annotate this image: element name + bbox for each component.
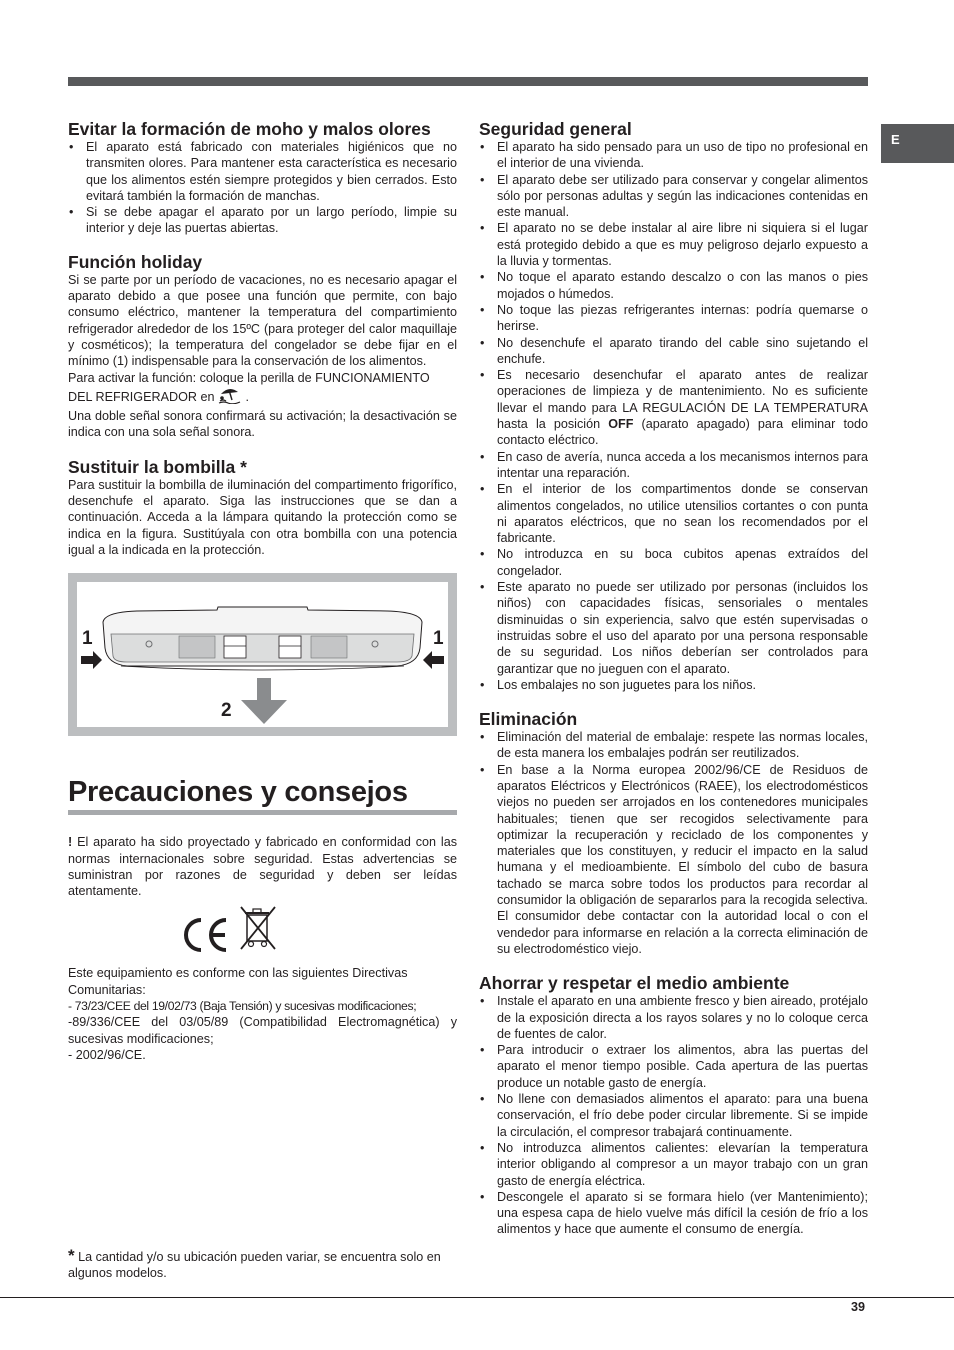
- precauciones-intro: ! El aparato ha sido proyectado y fabricado en conformidad con las normas internacionales sobre seguridad. Estas advertencias se suministran por razones de seguridad y deben ser leídas atentamente.: [68, 835, 457, 899]
- footnote: * La cantidad y/o su ubicación pueden variar, se encuentra solo en algunos modelos.: [68, 1246, 441, 1281]
- list-item: • Eliminación del material de embalaje: respete las normas locales, de esta manera los embalajes podrán ser reutilizados.: [479, 729, 868, 762]
- list-item: • Descongele el aparato si se formara hielo (ver Mantenimiento); una espesa capa de hielo vuelve más difícil la cesión de frío a los alimentos y hace que aumente el consumo de energía.: [479, 1189, 868, 1238]
- ahorrar-list: [479, 993, 868, 1237]
- section-title-moho: Evitar la formación de moho y malos olores: [68, 119, 431, 139]
- holiday-umbrella-icon: [218, 386, 242, 408]
- left-column: [68, 120, 457, 1063]
- directive-1: - 73/23/CEE del 19/02/73 (Baja Tensión) y sucesivas modificaciones;: [68, 999, 417, 1014]
- right-column: [479, 120, 868, 1238]
- list-item: • No introduzca en su boca cubitos apenas extraídos del congelador.: [479, 546, 868, 579]
- list-item: • En caso de avería, nunca acceda a los mecanismos internos para intentar una reparación.: [479, 449, 868, 482]
- list-item: • El aparato debe ser utilizado para conservar y congelar alimentos sólo por personas adultas y según las indicaciones contenidas en este manual.: [479, 172, 868, 221]
- section-title-holiday: Función holiday: [68, 251, 203, 272]
- crossed-bin-icon: [238, 903, 278, 953]
- holiday-activate: Para activar la función: coloque la perilla de FUNCIONAMIENTO DEL REFRIGERADOR en .: [68, 370, 457, 409]
- section-title-eliminacion: Eliminación: [479, 709, 578, 730]
- lamp-figure: [68, 573, 457, 736]
- list-item: • El aparato ha sido pensado para un uso de tipo no profesional en el interior de una vivienda.: [479, 139, 868, 172]
- list-item: • No introduzca alimentos calientes: elevarían la temperatura interior obligando al compresor a un mayor trabajo con un gran gasto de energía eléctrica.: [479, 1140, 868, 1189]
- page-number: 39: [851, 1300, 866, 1314]
- directives-intro: Este equipamiento es conforme con las siguientes Directivas Comunitarias:: [68, 966, 408, 997]
- list-item: • Los embalajes no son juguetes para los niños.: [479, 677, 868, 693]
- list-item: • No toque el aparato estando descalzo o con las manos o pies mojados o húmedos.: [479, 269, 868, 302]
- list-item: • El aparato está fabricado con materiales higiénicos que no transmiten olores. Para mantener esta característica es necesario que los alimentos estén siempre protegidos y bien cerrados. Esto evitará también la formación de manchas.: [68, 139, 457, 204]
- ce-mark-icon: [180, 915, 230, 955]
- list-item: • Si se debe apagar el aparato por un largo período, limpie su interior y deje las puertas abiertas.: [68, 204, 457, 237]
- section-title-ahorrar: Ahorrar y respetar el medio ambiente: [479, 973, 790, 994]
- top-rule: [68, 77, 868, 86]
- holiday-activate-text: Para activar la función: coloque la perilla de FUNCIONAMIENTO DEL REFRIGERADOR en: [68, 370, 430, 404]
- language-tab: E: [881, 124, 954, 163]
- compliance-marks: [68, 903, 457, 965]
- directive-2: -89/336/CEE del 03/05/89 (Compatibilidad Electromagnética) y sucesivas modificaciones;: [68, 1015, 457, 1046]
- figure-label-bottom: 2: [221, 700, 232, 722]
- section-title-bombilla: Sustituir la bombilla *: [68, 456, 247, 477]
- list-item: • No desenchufe el aparato tirando del cable sino sujetando el enchufe.: [479, 335, 868, 368]
- list-item: • En base a la Norma europea 2002/96/CE de Residuos de aparatos Eléctricos y Electrónicos (RAEE), los electrodomésticos viejos no pueden ser arrojados en los contenedores municipales habituales; tienen que ser recogidos selectivamente para optimizar la recuperación y reciclado de los componentes y materiales que los constituyen, y reducir el impacto en la salud humana y el medioambiente. El símbolo del cubo de basura tachado se marca sobre todos los productos para recordar al consumidor la obligación de separarlos para la recogida selectiva. El consumidor debe contactar con la autoridad local o con el vendedor para informarse en relación a la correcta eliminación de su electrodoméstico viejo.: [479, 762, 868, 958]
- holiday-paragraph: Si se parte por un período de vacaciones, no es necesario apagar el aparato debido a que posee una función que permite, con bajo consumo eléctrico, mantener la temperatura del compartimiento refrigerador alrededor de los 15ºC (para proteger del calor maquillaje y cosméticos); la temperatura del congelador se debe fijar en el mínimo (1) indispensable para la conservación de los alimentos.: [68, 272, 457, 369]
- directive-3: - 2002/96/CE.: [68, 1047, 146, 1062]
- figure-label-left: 1: [82, 628, 93, 650]
- moho-list: [68, 139, 457, 237]
- list-item: • Este aparato no puede ser utilizado por personas (incluidos los niños) con capacidades físicas, sensoriales o mentales disminuidas o sin experiencia, salvo que estén supervisadas o instruidas sobre el uso del aparato por una persona responsable de su seguridad. Los niños deberían ser controlados para garantizar que no jueguen con el aparato.: [479, 579, 868, 677]
- list-item: • El aparato no se debe instalar al aire libre ni siquiera si el lugar está protegido debido a que es muy peligroso dejarlo expuesto a la lluvia y tormentas.: [479, 220, 868, 269]
- list-item: • Instale el aparato en una ambiente fresco y bien aireado, protéjalo de la exposición directa a los rayos solares y no lo coloque cerca de fuentes de calor.: [479, 993, 868, 1042]
- off-position: OFF: [608, 417, 634, 432]
- list-item: • En el interior de los compartimentos donde se conservan alimentos congelados, no utilice utensilios cortantes o con punta ni aparatos eléctricos, que no sean los recomendados por el fabricante.: [479, 481, 868, 546]
- bombilla-paragraph: Para sustituir la bombilla de iluminación del compartimento frigorífico, desenchufe el aparato. Siga las instrucciones que se dan a continuación. Acceda a la lámpara quitando la protección como se indica en la figura. Sustitúyala con otra bombilla con una potencia igual a la indicada en la protección.: [68, 477, 457, 557]
- seguridad-list: [479, 139, 868, 693]
- eliminacion-list: [479, 729, 868, 957]
- list-item: • Para introducir o extraer los alimentos, abra las puertas del aparato el menor tiempo posible. Cada apertura de las puertas produce un notable gasto de energía.: [479, 1042, 868, 1091]
- figure-label-right: 1: [433, 628, 444, 650]
- page-title: Precauciones y consejos: [68, 776, 457, 815]
- lamp-cover-illustration: [77, 582, 448, 727]
- list-item: • No toque las piezas refrigerantes internas: podría quemarse o herirse.: [479, 302, 868, 335]
- section-title-seguridad: Seguridad general: [479, 119, 632, 139]
- maintenance-reference: ver Mantenimiento: [754, 1189, 861, 1204]
- list-item: • Es necesario desenchufar el aparato antes de realizar operaciones de limpieza y de mantenimiento. No es suficiente llevar el mando para LA REGULACIÓN DE LA TEMPERATURA hasta la posición OFF (aparato apagado) para eliminar todo contacto eléctrico.: [479, 367, 868, 448]
- holiday-signal: Una doble señal sonora confirmará su activación; la desactivación se indica con una sola señal sonora.: [68, 409, 457, 440]
- warning-mark: !: [68, 835, 73, 850]
- footnote-star: *: [68, 1246, 75, 1265]
- bottom-rule: [0, 1297, 954, 1298]
- list-item: • No llene con demasiados alimentos el aparato: para una buena conservación, el frío debe poder circular libremente. Si se impide la circulación, el compresor trabajará continuamente.: [479, 1091, 868, 1140]
